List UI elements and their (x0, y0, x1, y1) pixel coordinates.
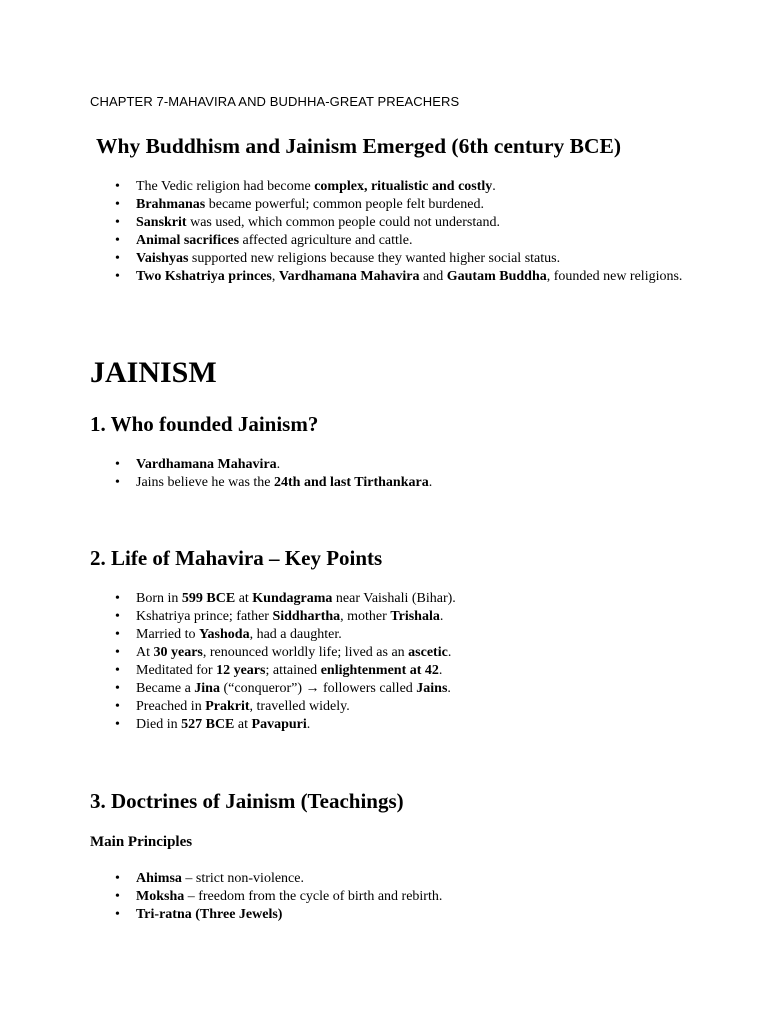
list-item: • Became a Jina (“conqueror”) → followers called Jains. (136, 680, 696, 698)
list-item: • Ahimsa – strict non-violence. (136, 870, 696, 888)
list-item: • Preached in Prakrit, travelled widely. (136, 698, 696, 716)
chapter-title: CHAPTER 7-MAHAVIRA AND BUDHHA-GREAT PREACHERS (90, 94, 460, 109)
list-item: • At 30 years, renounced worldly life; lived as an ascetic. (136, 644, 696, 662)
list-item: • Animal sacrifices affected agriculture and cattle. (136, 232, 696, 250)
list-item: • Tri-ratna (Three Jewels) (136, 906, 696, 924)
doctrines-heading: 3. Doctrines of Jainism (Teachings) (90, 789, 404, 813)
list-item: • Meditated for 12 years; attained enlightenment at 42. (136, 662, 696, 680)
list-item: • Died in 527 BCE at Pavapuri. (136, 716, 696, 734)
list-item: • Vardhamana Mahavira. (136, 456, 696, 474)
main-principles-subheading: Main Principles (90, 834, 193, 850)
founder-heading: 1. Who founded Jainism? (90, 412, 319, 436)
jainism-title: JAINISM (90, 356, 217, 389)
list-item: • Married to Yashoda, had a daughter. (136, 626, 696, 644)
list-item: • Jains believe he was the 24th and last Tirthankara. (136, 474, 696, 492)
list-item: • Vaishyas supported new religions because they wanted higher social status. (136, 250, 696, 268)
list-item: • Sanskrit was used, which common people could not understand. (136, 214, 696, 232)
life-heading: 2. Life of Mahavira – Key Points (90, 546, 383, 570)
founder-bullet-list (136, 456, 696, 492)
why-heading: Why Buddhism and Jainism Emerged (6th century BCE) (96, 134, 622, 158)
list-item: • Two Kshatriya princes, Vardhamana Mahavira and Gautam Buddha, founded new religions. (136, 268, 696, 286)
doctrines-bullet-list (136, 870, 696, 924)
list-item: • Brahmanas became powerful; common people felt burdened. (136, 196, 696, 214)
life-bullet-list (136, 590, 696, 734)
list-item: • Kshatriya prince; father Siddhartha, mother Trishala. (136, 608, 696, 626)
why-bullet-list (136, 178, 696, 286)
list-item: • Moksha – freedom from the cycle of birth and rebirth. (136, 888, 696, 906)
list-item: • Born in 599 BCE at Kundagrama near Vaishali (Bihar). (136, 590, 696, 608)
list-item: • The Vedic religion had become complex, ritualistic and costly. (136, 178, 696, 196)
